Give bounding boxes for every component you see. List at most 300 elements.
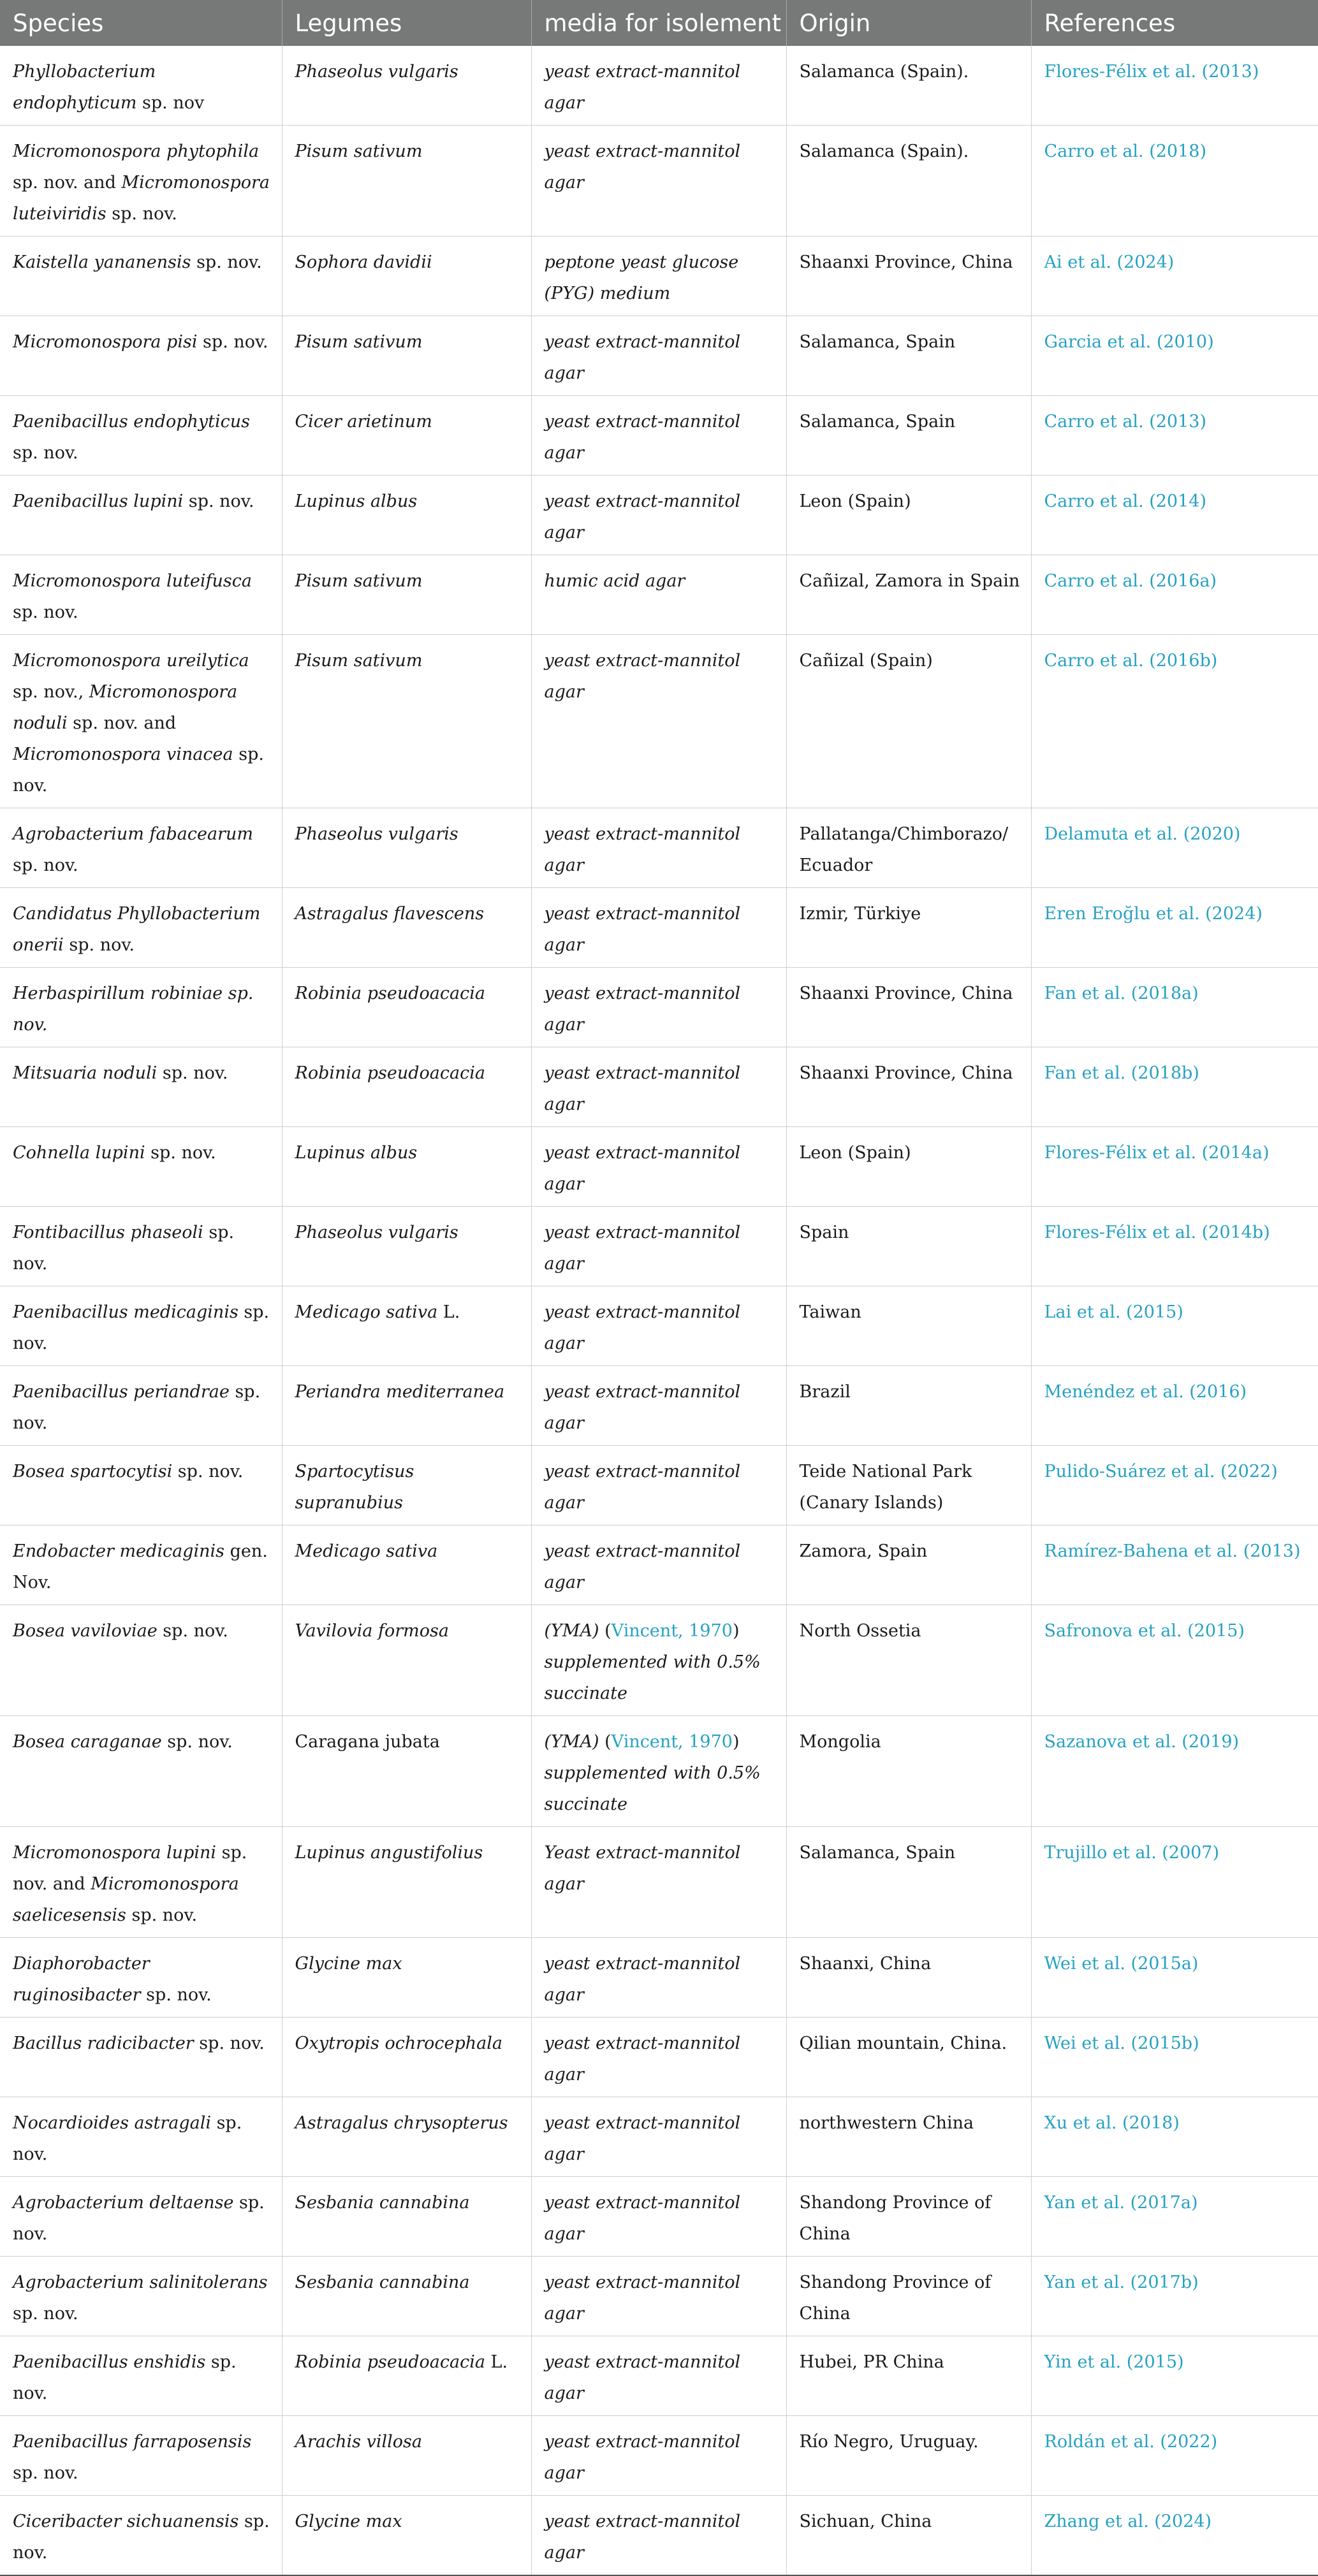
cell-origin: Shandong Province of China [786, 2177, 1031, 2257]
cell-legume [282, 1207, 531, 1286]
cell-species [0, 888, 282, 968]
table-row [0, 1525, 1318, 1605]
cell-species-text: sp. nov. [13, 2304, 78, 2324]
cell-media-text: yeast extract-mannitol agar [544, 412, 741, 463]
cell-species [0, 396, 282, 476]
cell-legume [282, 1827, 531, 1938]
table-body [0, 46, 1318, 2575]
cell-species-text: Agrobacterium deltaense [13, 2193, 234, 2213]
table-row [0, 808, 1318, 888]
cell-media [531, 1286, 786, 1366]
cell-legume-text: Phaseolus vulgaris [295, 1223, 458, 1242]
cell-legume [282, 555, 531, 635]
cell-origin: Shandong Province of China [786, 2257, 1031, 2336]
table-row [0, 1938, 1318, 2018]
cell-legume-text: Pisum sativum [295, 571, 423, 591]
cell-legume [282, 2257, 531, 2336]
cell-legume [282, 1286, 531, 1366]
cell-media [531, 2097, 786, 2177]
cell-origin: Brazil [786, 1366, 1031, 1446]
cell-legume-text: Periandra mediterranea [295, 1382, 505, 1402]
reference-link[interactable]: Carro et al. (2016a) [1031, 555, 1318, 635]
cell-origin: Salamanca, Spain [786, 316, 1031, 396]
table-row [0, 2097, 1318, 2177]
table-row [0, 1366, 1318, 1446]
cell-legume [282, 968, 531, 1047]
cell-species-text: gen. Nov. [13, 1541, 268, 1592]
cell-media-text: yeast extract-mannitol agar [544, 1143, 741, 1194]
cell-origin: North Ossetia [786, 1605, 1031, 1716]
cell-species [0, 1286, 282, 1366]
cell-species-text: Agrobacterium salinitolerans [13, 2273, 268, 2292]
cell-origin: Salamanca, Spain [786, 396, 1031, 476]
cell-media-text: (YMA) [544, 1732, 599, 1752]
cell-species-text: Paenibacillus lupini [13, 491, 184, 511]
cell-origin: Taiwan [786, 1286, 1031, 1366]
cell-legume-text: L. [485, 2352, 508, 2372]
cell-species [0, 1525, 282, 1605]
cell-species-text: Ciceribacter sichuanensis [13, 2512, 239, 2531]
cell-media [531, 1366, 786, 1446]
cell-media-text: yeast extract-mannitol agar [544, 62, 741, 113]
cell-species-text: Paenibacillus periandrae [13, 1382, 230, 1402]
cell-origin: Salamanca (Spain). [786, 126, 1031, 236]
cell-legume-text: Sesbania cannabina [295, 2193, 470, 2213]
cell-media [531, 2336, 786, 2416]
cell-media [531, 1446, 786, 1525]
cell-species-text: sp. nov. and [13, 173, 122, 193]
cell-species-text: sp. nov., [13, 682, 89, 702]
table-row [0, 1605, 1318, 1716]
cell-legume-text: Sesbania cannabina [295, 2273, 470, 2292]
cell-species-text: sp. nov. [13, 443, 78, 463]
cell-media-text[interactable]: Vincent, 1970 [611, 1732, 733, 1752]
cell-media-text: yeast extract-mannitol agar [544, 1302, 741, 1353]
reference-link[interactable]: Xu et al. (2018) [1031, 2097, 1318, 2177]
cell-media-text: yeast extract-mannitol agar [544, 651, 741, 702]
cell-species [0, 476, 282, 555]
cell-origin: Zamora, Spain [786, 1525, 1031, 1605]
table-row [0, 476, 1318, 555]
cell-legume-text: L. [437, 1302, 460, 1322]
reference-link[interactable]: Menéndez et al. (2016) [1031, 1366, 1318, 1446]
table-row [0, 2336, 1318, 2416]
cell-legume-text: Arachis villosa [295, 2432, 422, 2452]
cell-species [0, 1605, 282, 1716]
cell-legume [282, 1716, 531, 1827]
cell-species [0, 1827, 282, 1938]
cell-species-text: Agrobacterium fabacearum [13, 824, 253, 844]
table-row [0, 396, 1318, 476]
cell-species [0, 2097, 282, 2177]
cell-species-text: Micromonospora luteifusca [13, 571, 252, 591]
cell-species-text: Bosea spartocytisi [13, 1462, 173, 1481]
table-row [0, 1207, 1318, 1286]
reference-link[interactable]: Pulido-Suárez et al. (2022) [1031, 1446, 1318, 1525]
cell-media [531, 1827, 786, 1938]
cell-media-text: yeast extract-mannitol agar [544, 1541, 741, 1592]
cell-species-text: Micromonospora noduli [13, 682, 238, 733]
cell-origin: Cañizal, Zamora in Spain [786, 555, 1031, 635]
cell-species [0, 2336, 282, 2416]
cell-media [531, 888, 786, 968]
cell-species [0, 1207, 282, 1286]
cell-origin: Leon (Spain) [786, 1127, 1031, 1207]
cell-legume [282, 1047, 531, 1127]
cell-media [531, 635, 786, 808]
cell-species-text: Kaistella yananensis [13, 252, 191, 272]
cell-species-text: Nocardioides astragali [13, 2113, 211, 2133]
cell-origin: Shaanxi Province, China [786, 236, 1031, 316]
cell-media-text: (YMA) [544, 1621, 599, 1641]
cell-media [531, 1525, 786, 1605]
cell-origin: Shaanxi, China [786, 1938, 1031, 2018]
reference-link[interactable]: Trujillo et al. (2007) [1031, 1827, 1318, 1938]
cell-legume-text: Pisum sativum [295, 651, 423, 671]
cell-species [0, 316, 282, 396]
cell-species-text: Paenibacillus farraposensis [13, 2432, 252, 2452]
cell-origin: Izmir, Türkiye [786, 888, 1031, 968]
cell-media-text: yeast extract-mannitol agar [544, 904, 741, 955]
cell-species-text: sp. nov. [13, 2463, 78, 2483]
cell-legume-text: Glycine max [295, 2512, 402, 2531]
cell-origin: Cañizal (Spain) [786, 635, 1031, 808]
cell-legume-text: Phaseolus vulgaris [295, 62, 458, 82]
cell-legume [282, 1938, 531, 2018]
reference-link[interactable]: Wei et al. (2015b) [1031, 2018, 1318, 2097]
cell-legume [282, 396, 531, 476]
cell-species-text: Endobacter medicaginis [13, 1541, 224, 1561]
cell-species-text: sp. nov. [13, 1302, 270, 1353]
cell-media [531, 808, 786, 888]
cell-media-text: yeast extract-mannitol agar [544, 1063, 741, 1114]
cell-species-text: sp. nov. [172, 1462, 244, 1481]
cell-species [0, 1446, 282, 1525]
reference-link[interactable]: Flores-Félix et al. (2014b) [1031, 1207, 1318, 1286]
table-row [0, 2257, 1318, 2336]
cell-legume [282, 1446, 531, 1525]
cell-legume [282, 2177, 531, 2257]
reference-link[interactable]: Yan et al. (2017a) [1031, 2177, 1318, 2257]
cell-species-text: sp. nov. [13, 2113, 242, 2164]
cell-origin: Leon (Spain) [786, 476, 1031, 555]
cell-legume [282, 2336, 531, 2416]
cell-legume-text: Vavilovia formosa [295, 1621, 449, 1641]
cell-media-text: yeast extract-mannitol agar [544, 1382, 741, 1433]
cell-species-text: Diaphorobacter ruginosibacter [13, 1954, 150, 2005]
cell-species [0, 808, 282, 888]
cell-media-text: humic acid agar [544, 571, 685, 591]
reference-link[interactable]: Lai et al. (2015) [1031, 1286, 1318, 1366]
table-row [0, 2496, 1318, 2576]
reference-link[interactable]: Safronova et al. (2015) [1031, 1605, 1318, 1716]
cell-species-text: sp. nov. [145, 1143, 216, 1163]
cell-legume [282, 1525, 531, 1605]
cell-media [531, 2496, 786, 2576]
cell-media [531, 2018, 786, 2097]
cell-media [531, 968, 786, 1047]
cell-media-text: ( [599, 1732, 611, 1752]
cell-media [531, 2416, 786, 2496]
cell-media-text: peptone yeast glucose (PYG) medium [544, 252, 739, 303]
cell-legume [282, 46, 531, 126]
reference-link[interactable]: Wei et al. (2015a) [1031, 1938, 1318, 2018]
cell-media-text: yeast extract-mannitol agar [544, 142, 741, 193]
cell-legume-text: Caragana jubata [295, 1732, 440, 1752]
cell-media-text: supplemented with 0.5% succinate [544, 1652, 761, 1703]
reference-link[interactable]: Eren Eroğlu et al. (2024) [1031, 888, 1318, 968]
cell-legume [282, 316, 531, 396]
cell-legume-text: Astragalus flavescens [295, 904, 485, 924]
cell-species-text: Paenibacillus enshidis [13, 2352, 206, 2372]
cell-species-text: Candidatus Phyllobacterium onerii [13, 904, 261, 955]
cell-species [0, 1366, 282, 1446]
cell-legume [282, 635, 531, 808]
cell-species-text: sp. nov. [13, 855, 78, 875]
cell-species-text: Micromonospora luteiviridis [13, 173, 270, 224]
cell-species-text: sp. nov. [161, 1732, 233, 1752]
reference-link[interactable]: Carro et al. (2018) [1031, 126, 1318, 236]
cell-media [531, 2177, 786, 2257]
cell-media [531, 1605, 786, 1716]
cell-legume [282, 808, 531, 888]
cell-media-text: yeast extract-mannitol agar [544, 984, 741, 1035]
table-row [0, 2018, 1318, 2097]
cell-species-text: Mitsuaria noduli [13, 1063, 157, 1083]
cell-media [531, 126, 786, 236]
reference-link[interactable]: Yin et al. (2015) [1031, 2336, 1318, 2416]
cell-species-text: sp. nov [136, 93, 205, 113]
cell-species [0, 635, 282, 808]
cell-legume-text: Lupinus albus [295, 491, 418, 511]
cell-legume [282, 1605, 531, 1716]
cell-origin: Spain [786, 1207, 1031, 1286]
cell-media-text: yeast extract-mannitol agar [544, 2432, 741, 2483]
cell-media [531, 396, 786, 476]
cell-origin: Shaanxi Province, China [786, 968, 1031, 1047]
table-row [0, 1047, 1318, 1127]
cell-species-text: Bosea caraganae [13, 1732, 162, 1752]
cell-legume-text: Cicer arietinum [295, 412, 432, 432]
header-references: References [1031, 0, 1318, 46]
cell-species [0, 1938, 282, 2018]
table-row [0, 1827, 1318, 1938]
cell-species-text: sp. nov. [13, 1382, 261, 1433]
cell-media-text: ) [732, 1732, 740, 1752]
cell-species-text: sp. nov. [140, 1985, 212, 2005]
table-row [0, 888, 1318, 968]
cell-species-text: sp. nov. [13, 602, 78, 622]
cell-species-text: Micromonospora saelicesensis [13, 1874, 239, 1925]
cell-legume-text: Glycine max [295, 1954, 402, 1974]
cell-species [0, 1047, 282, 1127]
cell-legume [282, 1366, 531, 1446]
table-row [0, 1286, 1318, 1366]
cell-legume-text: Oxytropis ochrocephala [295, 2034, 503, 2053]
cell-legume [282, 2496, 531, 2576]
cell-species-text: sp. nov. [13, 2193, 265, 2244]
cell-species [0, 1127, 282, 1207]
cell-species-text: sp. nov. [63, 935, 135, 955]
cell-species [0, 2416, 282, 2496]
cell-legume [282, 236, 531, 316]
table-row [0, 1446, 1318, 1525]
cell-species-text: sp. nov. [13, 745, 264, 796]
cell-species-text: Micromonospora vinacea [13, 745, 233, 764]
cell-media-text: yeast extract-mannitol agar [544, 2273, 741, 2324]
cell-species [0, 236, 282, 316]
header-legumes: Legumes [282, 0, 531, 46]
cell-origin: Mongolia [786, 1716, 1031, 1827]
cell-media-text: yeast extract-mannitol agar [544, 824, 741, 875]
cell-species-text: sp. nov. [183, 491, 254, 511]
cell-species-text: Bosea vaviloviae [13, 1621, 157, 1641]
cell-origin: Shaanxi Province, China [786, 1047, 1031, 1127]
cell-legume [282, 1127, 531, 1207]
cell-species-text: sp. nov. [197, 332, 268, 352]
cell-species-text: Paenibacillus medicaginis [13, 1302, 238, 1322]
cell-species [0, 555, 282, 635]
reference-link[interactable]: Ai et al. (2024) [1031, 236, 1318, 316]
table-row [0, 316, 1318, 396]
reference-link[interactable]: Roldán et al. (2022) [1031, 2416, 1318, 2496]
cell-media [531, 1716, 786, 1827]
cell-species-text: Herbaspirillum robiniae [13, 984, 223, 1003]
cell-origin: Qilian mountain, China. [786, 2018, 1031, 2097]
cell-media-text: Yeast extract-mannitol agar [544, 1843, 741, 1894]
reference-link[interactable]: Fan et al. (2018b) [1031, 1047, 1318, 1127]
table-row [0, 236, 1318, 316]
cell-species-text: Phyllobacterium endophyticum [13, 62, 156, 113]
cell-media-text: yeast extract-mannitol agar [544, 332, 741, 383]
cell-species-text: Micromonospora pisi [13, 332, 198, 352]
reference-link[interactable]: Sazanova et al. (2019) [1031, 1716, 1318, 1827]
cell-species [0, 968, 282, 1047]
cell-origin: Sichuan, China [786, 2496, 1031, 2576]
cell-media-text: ) [732, 1621, 740, 1641]
cell-media-text[interactable]: Vincent, 1970 [611, 1621, 733, 1641]
cell-media [531, 1938, 786, 2018]
reference-link[interactable]: Delamuta et al. (2020) [1031, 808, 1318, 888]
cell-legume [282, 126, 531, 236]
cell-origin: northwestern China [786, 2097, 1031, 2177]
table-header [0, 0, 1318, 46]
cell-species-text: sp. nov. [126, 1905, 198, 1925]
cell-species [0, 2496, 282, 2576]
reference-link[interactable]: Ramírez-Bahena et al. (2013) [1031, 1525, 1318, 1605]
table-row [0, 126, 1318, 236]
cell-legume [282, 888, 531, 968]
cell-legume-text: Robinia pseudoacacia [295, 984, 485, 1003]
cell-legume-text: Robinia pseudoacacia [295, 2352, 485, 2372]
cell-media-text: yeast extract-mannitol agar [544, 2512, 741, 2563]
reference-link[interactable]: Carro et al. (2016b) [1031, 635, 1318, 808]
cell-media [531, 46, 786, 126]
cell-media-text: yeast extract-mannitol agar [544, 2034, 741, 2085]
cell-origin: Salamanca (Spain). [786, 46, 1031, 126]
table-row [0, 968, 1318, 1047]
cell-media-text: ( [599, 1621, 611, 1641]
cell-species-text: Bacillus radicibacter [13, 2034, 194, 2053]
cell-species-text: sp. nov. [191, 252, 262, 272]
cell-media-text: yeast extract-mannitol agar [544, 1462, 741, 1513]
cell-species-text: sp. nov. [157, 1063, 228, 1083]
reference-link[interactable]: Zhang et al. (2024) [1031, 2496, 1318, 2576]
cell-legume-text: Astragalus chrysopterus [295, 2113, 508, 2133]
cell-legume-text: Pisum sativum [295, 142, 423, 161]
table-row [0, 1716, 1318, 1827]
table-row [0, 2416, 1318, 2496]
cell-legume-text: Robinia pseudoacacia [295, 1063, 485, 1083]
cell-legume-text: Spartocytisus supranubius [295, 1462, 414, 1513]
cell-media-text: yeast extract-mannitol agar [544, 2352, 741, 2403]
cell-species-text: sp. nov. [106, 204, 177, 224]
cell-origin: Salamanca, Spain [786, 1827, 1031, 1938]
reference-link[interactable]: Flores-Félix et al. (2013) [1031, 46, 1318, 126]
cell-legume-text: Sophora davidii [295, 252, 432, 272]
table-row [0, 635, 1318, 808]
cell-legume [282, 2416, 531, 2496]
reference-link[interactable]: Yan et al. (2017b) [1031, 2257, 1318, 2336]
cell-species-text: Cohnella lupini [13, 1143, 145, 1163]
reference-link[interactable]: Carro et al. (2013) [1031, 396, 1318, 476]
cell-species [0, 46, 282, 126]
cell-species-text: Fontibacillus phaseoli [13, 1223, 203, 1242]
cell-legume [282, 2097, 531, 2177]
header-origin: Origin [786, 0, 1031, 46]
cell-media-text: yeast extract-mannitol agar [544, 491, 741, 542]
cell-species-text: sp. nov. and [13, 1843, 247, 1894]
cell-media [531, 1047, 786, 1127]
cell-media [531, 1207, 786, 1286]
cell-species-text: sp. nov. [13, 1223, 235, 1274]
reference-link[interactable]: Garcia et al. (2010) [1031, 316, 1318, 396]
cell-media [531, 555, 786, 635]
cell-media-text: yeast extract-mannitol agar [544, 2193, 741, 2244]
cell-media-text: yeast extract-mannitol agar [544, 1954, 741, 2005]
cell-media [531, 2257, 786, 2336]
cell-species [0, 1716, 282, 1827]
cell-origin: Hubei, PR China [786, 2336, 1031, 2416]
cell-species-text: sp. nov. and [67, 713, 177, 733]
cell-legume-text: Lupinus albus [295, 1143, 418, 1163]
table-row [0, 2177, 1318, 2257]
reference-link[interactable]: Carro et al. (2014) [1031, 476, 1318, 555]
table-row [0, 46, 1318, 126]
cell-legume [282, 476, 531, 555]
reference-link[interactable]: Flores-Félix et al. (2014a) [1031, 1127, 1318, 1207]
cell-species-text: sp. nov. [13, 2512, 270, 2563]
table-row [0, 555, 1318, 635]
cell-species [0, 2257, 282, 2336]
cell-species-text: Paenibacillus endophyticus [13, 412, 250, 432]
table-row [0, 1127, 1318, 1207]
header-row [0, 0, 1318, 46]
cell-species-text: Micromonospora ureilytica [13, 651, 249, 671]
cell-media-text: supplemented with 0.5% succinate [544, 1763, 761, 1814]
cell-species-text: Micromonospora lupini [13, 1843, 217, 1863]
cell-species-text: sp. nov. [193, 2034, 265, 2053]
reference-link[interactable]: Fan et al. (2018a) [1031, 968, 1318, 1047]
cell-legume-text: Phaseolus vulgaris [295, 824, 458, 844]
cell-legume [282, 2018, 531, 2097]
cell-origin: Río Negro, Uruguay. [786, 2416, 1031, 2496]
header-species: Species [0, 0, 282, 46]
cell-media [531, 476, 786, 555]
cell-origin: Pallatanga/Chimborazo/ Ecuador [786, 808, 1031, 888]
header-media: media for isolement [531, 0, 786, 46]
cell-legume-text: Medicago sativa [295, 1541, 438, 1561]
